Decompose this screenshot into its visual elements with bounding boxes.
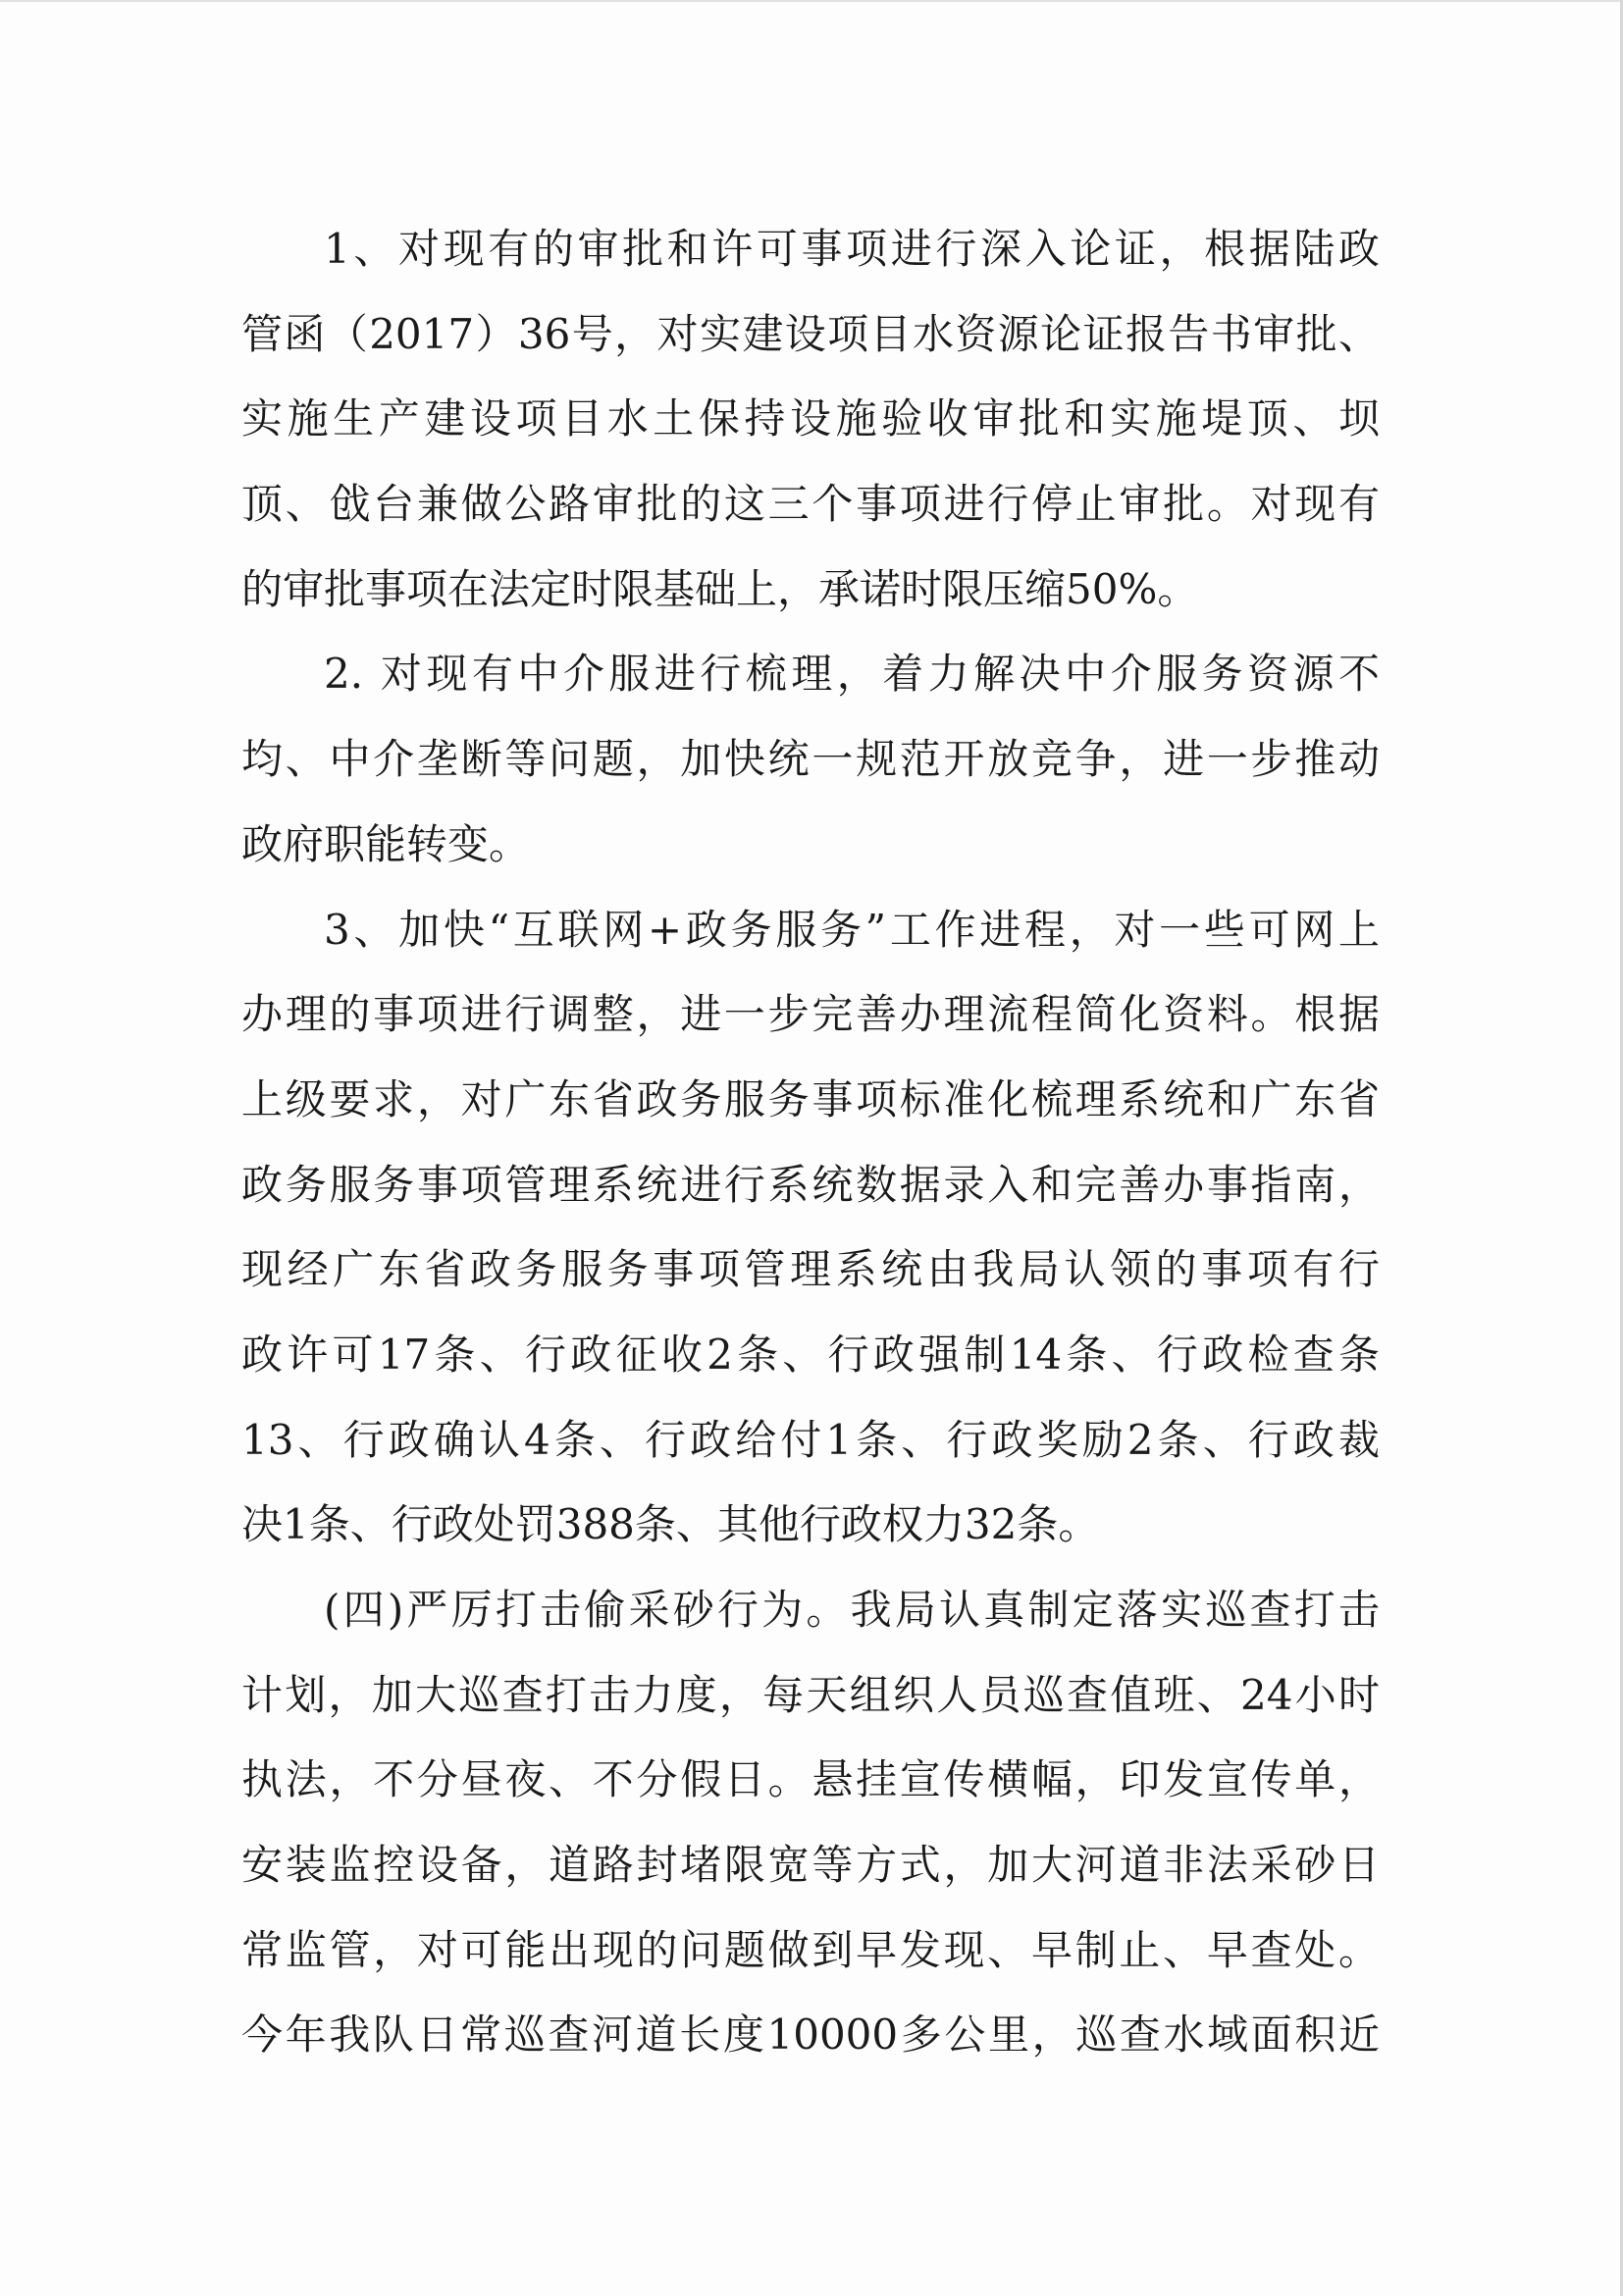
text-line: 决1条、行政处罚388条、其他行政权力32条。 [241,1500,1100,1549]
text-line: 计划，加大巡查打击力度，每天组织人员巡查值班、24小时 [241,1670,1380,1719]
text-line: 的审批事项在法定时限基础上，承诺时限压缩50%。 [241,564,1199,613]
scan-edge-top [0,0,1623,2]
paragraph-internet-government-services [241,888,1380,1569]
text-line: 常监管，对可能出现的问题做到早发现、早制止、早查处。 [241,1925,1380,1974]
text-line: 政务服务事项管理系统进行系统数据录入和完善办事指南， [241,1160,1380,1209]
text-line: 均、中介垄断等问题，加快统一规范开放竞争，进一步推动 [241,735,1380,784]
text-line: 安装监控设备，道路封堵限宽等方式，加大河道非法采砂日 [241,1841,1380,1890]
text-line: 政府职能转变。 [241,819,531,868]
text-line: 今年我队日常巡查河道长度10000多公里，巡查水域面积近 [241,2010,1380,2060]
text-line: 13、行政确认4条、行政给付1条、行政奖励2条、行政裁 [241,1415,1380,1464]
paragraph-illegal-sand-mining [241,1568,1380,2078]
paragraph-approval-items [241,207,1380,632]
text-line: 上级要求，对广东省政务服务事项标准化梳理系统和广东省 [241,1074,1380,1123]
text-line: 3、加快“互联网+政务服务”工作进程，对一些可网上 [324,905,1380,954]
text-line: 执法，不分昼夜、不分假日。悬挂宣传横幅，印发宣传单， [241,1755,1380,1804]
text-line: 办理的事项进行调整，进一步完善办理流程简化资料。根据 [241,990,1380,1039]
text-line: 顶、戗台兼做公路审批的这三个事项进行停止审批。对现有 [241,480,1380,529]
text-line: 实施生产建设项目水土保持设施验收审批和实施堤顶、坝 [241,394,1380,444]
text-line: 政许可17条、行政征收2条、行政强制14条、行政检查条 [241,1330,1380,1379]
text-line: 1、对现有的审批和许可事项进行深入论证，根据陆政 [324,225,1380,273]
paragraph-intermediary-services [241,632,1380,887]
document-body [241,207,1380,2078]
text-line: 管函（2017）36号，对实建设项目水资源论证报告书审批、 [241,309,1380,358]
text-line: 现经广东省政务服务事项管理系统由我局认领的事项有行 [241,1245,1380,1294]
text-line: (四)严厉打击偷采砂行为。我局认真制定落实巡查打击 [324,1586,1380,1634]
text-line: 2. 对现有中介服进行梳理，着力解决中介服务资源不 [324,650,1380,699]
